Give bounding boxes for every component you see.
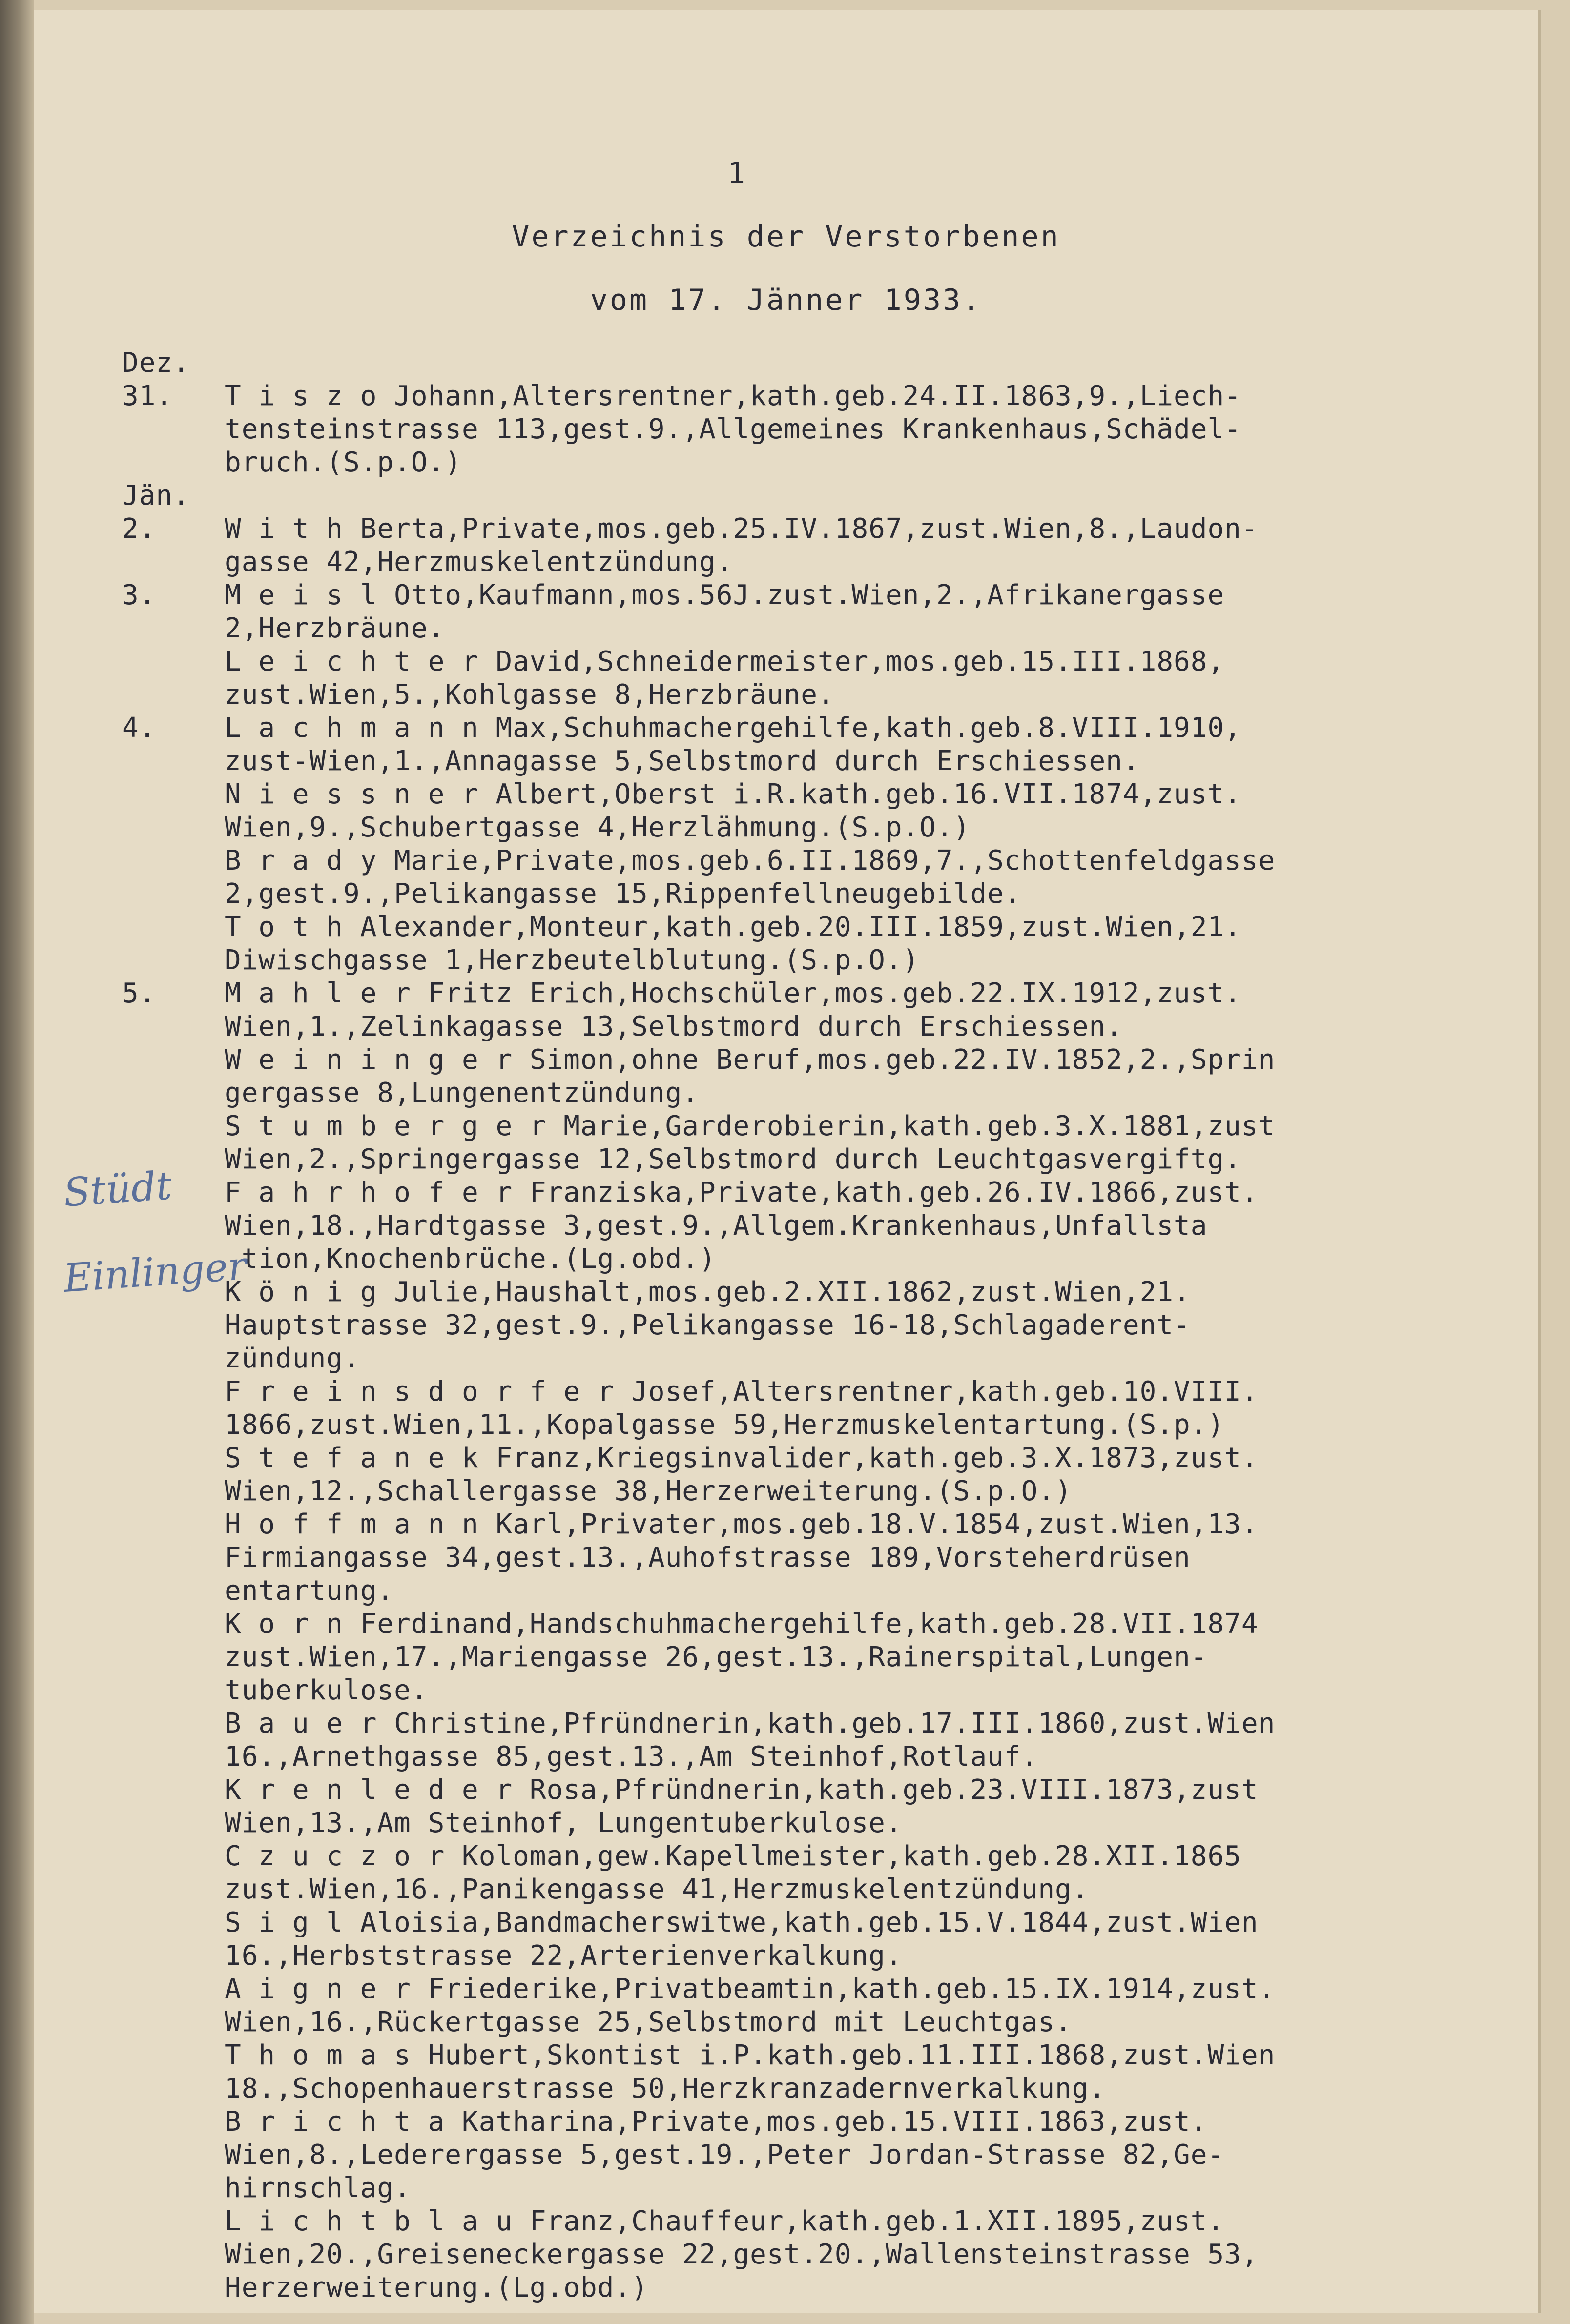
register-entry	[122, 844, 1528, 911]
entry-line: Herzerweiterung.(Lg.obd.)	[225, 2272, 648, 2304]
entry-line: Wien,9.,Schubertgasse 4,Herzlähmung.(S.p.O.)	[225, 812, 971, 843]
register-entry	[122, 2105, 1528, 2205]
entry-line: L a c h m a n n Max,Schuhmachergehilfe,kath.geb.8.VIII.1910,	[225, 712, 1241, 744]
entry-day: 3.	[122, 579, 156, 611]
entry-day: 2.	[122, 513, 156, 545]
register-entry	[122, 1043, 1528, 1110]
entry-text	[225, 712, 1528, 778]
entry-line: 16.,Arnethgasse 85,gest.13.,Am Steinhof,Rotlauf.	[225, 1741, 1038, 1773]
entry-line: B r a d y Marie,Private,mos.geb.6.II.1869,7.,Schottenfeldgasse	[225, 845, 1276, 877]
entry-line: W e i n i n g e r Simon,ohne Beruf,mos.geb.22.IV.1852,2.,Sprin	[225, 1044, 1276, 1076]
entry-day	[122, 1176, 225, 1276]
entry-line: gergasse 8,Lungenentzündung.	[225, 1077, 700, 1109]
entry-day	[122, 1043, 225, 1110]
entry-text	[225, 1608, 1528, 1707]
entry-line: H o f f m a n n Karl,Privater,mos.geb.18.V.1854,zust.Wien,13.	[225, 1509, 1259, 1540]
entry-line: S t u m b e r g e r Marie,Garderobierin,kath.geb.3.X.1881,zust	[225, 1110, 1276, 1142]
entry-text	[225, 911, 1528, 977]
entry-line: tion,Knochenbrüche.(Lg.obd.)	[225, 1243, 716, 1275]
entry-day: 31.	[122, 380, 173, 412]
register-entry	[122, 977, 1528, 1043]
entry-text	[225, 1176, 1528, 1276]
register-entry	[122, 1707, 1528, 1774]
entry-text	[225, 512, 1528, 579]
entry-line: M e i s l Otto,Kaufmann,mos.56J.zust.Wien,2.,Afrikanergasse	[225, 579, 1225, 611]
entry-text	[225, 2105, 1528, 2205]
entry-line: Wien,16.,Rückertgasse 25,Selbstmord mit Leuchtgas.	[225, 2006, 1072, 2038]
register-entry	[122, 1840, 1528, 1906]
page-number: 1	[727, 156, 747, 190]
entry-text	[225, 844, 1528, 911]
entry-line: C z u c z o r Koloman,gew.Kapellmeister,kath.geb.28.XII.1865	[225, 1840, 1241, 1872]
entry-line: zust-Wien,1.,Annagasse 5,Selbstmord durch Erschiessen.	[225, 745, 1140, 777]
entry-line: hirnschlag.	[225, 2172, 411, 2204]
entry-day: 5.	[122, 978, 156, 1009]
entry-line: 18.,Schopenhauerstrasse 50,Herzkranzadernverkalkung.	[225, 2073, 1106, 2104]
register-entry	[122, 2039, 1528, 2105]
entry-line: S t e f a n e k Franz,Kriegsinvalider,kath.geb.3.X.1873,zust.	[225, 1442, 1259, 1474]
entry-text	[225, 1906, 1528, 1973]
entry-text	[225, 1774, 1528, 1840]
entry-day	[122, 1276, 225, 1375]
document-title: Verzeichnis der Verstorbenen	[512, 220, 1060, 254]
entry-day	[122, 645, 225, 712]
register-entry	[122, 911, 1528, 977]
entry-line: T i s z o Johann,Altersrentner,kath.geb.24.II.1863,9.,Liech-	[225, 380, 1241, 412]
register-entry	[122, 712, 1528, 778]
entry-line: 2,gest.9.,Pelikangasse 15,Rippenfellneugebilde.	[225, 878, 1021, 910]
register-entry	[122, 1906, 1528, 1973]
entry-line: bruch.(S.p.O.)	[225, 447, 462, 478]
register-entry	[122, 1608, 1528, 1707]
entry-text	[225, 2039, 1528, 2105]
entry-line: T o t h Alexander,Monteur,kath.geb.20.III.1859,zust.Wien,21.	[225, 911, 1241, 943]
entry-line: 2,Herzbräune.	[225, 612, 445, 644]
entry-line: zust.Wien,16.,Panikengasse 41,Herzmuskelentzündung.	[225, 1874, 1089, 1905]
entry-line: Diwischgasse 1,Herzbeutelblutung.(S.p.O.)	[225, 944, 920, 976]
entry-line: K o r n Ferdinand,Handschuhmachergehilfe,kath.geb.28.VII.1874	[225, 1608, 1259, 1640]
entry-day	[122, 1774, 225, 1840]
entry-line: zust.Wien,17.,Mariengasse 26,gest.13.,Rainerspital,Lungen-	[225, 1641, 1208, 1673]
entry-line: N i e s s n e r Albert,Oberst i.R.kath.geb.16.VII.1874,zust.	[225, 778, 1241, 810]
entry-line: tuberkulose.	[225, 1674, 428, 1706]
entry-text	[225, 2205, 1528, 2304]
entry-text	[225, 1375, 1528, 1442]
entry-line: tensteinstrasse 113,gest.9.,Allgemeines Krankenhaus,Schädel-	[225, 413, 1241, 445]
entry-text	[225, 977, 1528, 1043]
entry-text	[225, 1508, 1528, 1608]
entry-line: B r i c h t a Katharina,Private,mos.geb.15.VIII.1863,zust.	[225, 2106, 1208, 2138]
entry-day	[122, 1608, 225, 1707]
entry-text	[225, 1442, 1528, 1508]
entry-line: F a h r h o f e r Franziska,Private,kath.geb.26.IV.1866,zust.	[225, 1177, 1259, 1208]
entry-line: Wien,18.,Hardtgasse 3,gest.9.,Allgem.Krankenhaus,Unfallsta	[225, 1210, 1208, 1242]
entry-day	[122, 1840, 225, 1906]
register-entry	[122, 2205, 1528, 2304]
register-entry	[122, 1973, 1528, 2039]
death-register-list	[122, 347, 1528, 2304]
entry-line: Wien,12.,Schallergasse 38,Herzerweiterung.(S.p.O.)	[225, 1475, 1072, 1507]
register-entry	[122, 778, 1528, 844]
entry-line: L i c h t b l a u Franz,Chauffeur,kath.geb.1.XII.1895,zust.	[225, 2205, 1225, 2237]
entry-line: A i g n e r Friederike,Privatbeamtin,kath.geb.15.IX.1914,zust.	[225, 1973, 1276, 2005]
entry-day	[122, 1442, 225, 1508]
entry-day	[122, 1110, 225, 1176]
register-entry	[122, 579, 1528, 645]
entry-day	[122, 844, 225, 911]
month-label: Dez.	[122, 347, 190, 379]
entry-line: 1866,zust.Wien,11.,Kopalgasse 59,Herzmuskelentartung.(S.p.)	[225, 1409, 1225, 1441]
entry-day	[122, 1508, 225, 1608]
entry-line: Wien,20.,Greiseneckergasse 22,gest.20.,Wallensteinstrasse 53,	[225, 2239, 1259, 2270]
entry-line: Wien,13.,Am Steinhof, Lungentuberkulose.	[225, 1807, 903, 1839]
entry-line: B a u e r Christine,Pfründnerin,kath.geb.17.III.1860,zust.Wien	[225, 1708, 1276, 1739]
register-entry	[122, 645, 1528, 712]
entry-day	[122, 911, 225, 977]
document-page	[34, 10, 1541, 2313]
entry-text	[225, 1276, 1528, 1375]
entry-day	[122, 2105, 225, 2205]
entry-line: M a h l e r Fritz Erich,Hochschüler,mos.geb.22.IX.1912,zust.	[225, 978, 1241, 1009]
entry-line: L e i c h t e r David,Schneidermeister,mos.geb.15.III.1868,	[225, 646, 1225, 677]
entry-day	[122, 1906, 225, 1973]
entry-line: K r e n l e d e r Rosa,Pfründnerin,kath.geb.23.VIII.1873,zust	[225, 1774, 1259, 1806]
register-entry	[122, 380, 1528, 479]
register-entry	[122, 1508, 1528, 1608]
margin-note-handwritten: Einlinger	[62, 1243, 248, 1301]
entry-line: zust.Wien,5.,Kohlgasse 8,Herzbräune.	[225, 679, 835, 711]
entry-text	[225, 1840, 1528, 1906]
entry-text	[225, 778, 1528, 844]
entry-line: Wien,2.,Springergasse 12,Selbstmord durch Leuchtgasvergiftg.	[225, 1143, 1241, 1175]
book-binding	[0, 0, 34, 2324]
entry-line: S i g l Aloisia,Bandmacherswitwe,kath.geb.15.V.1844,zust.Wien	[225, 1907, 1259, 1938]
register-entry	[122, 1110, 1528, 1176]
register-entry	[122, 1442, 1528, 1508]
entry-text	[225, 1707, 1528, 1774]
entry-day	[122, 1973, 225, 2039]
register-entry	[122, 512, 1528, 579]
entry-day	[122, 2039, 225, 2105]
register-entry	[122, 1774, 1528, 1840]
entry-day	[122, 1375, 225, 1442]
entry-line: T h o m a s Hubert,Skontist i.P.kath.geb.11.III.1868,zust.Wien	[225, 2039, 1276, 2071]
entry-day: 4.	[122, 712, 156, 744]
entry-line: K ö n i g Julie,Haushalt,mos.geb.2.XII.1862,zust.Wien,21.	[225, 1276, 1191, 1308]
entry-line: Wien,1.,Zelinkagasse 13,Selbstmord durch Erschiessen.	[225, 1011, 1123, 1042]
entry-line: Hauptstrasse 32,gest.9.,Pelikangasse 16-18,Schlagaderent-	[225, 1309, 1191, 1341]
margin-note-handwritten: Stüdt	[62, 1162, 173, 1216]
entry-day	[122, 1707, 225, 1774]
entry-line: entartung.	[225, 1575, 394, 1607]
entry-text	[225, 380, 1528, 479]
entry-line: W i t h Berta,Private,mos.geb.25.IV.1867,zust.Wien,8.,Laudon-	[225, 513, 1259, 545]
entry-text	[225, 1043, 1528, 1110]
entry-text	[225, 645, 1528, 712]
entry-text	[225, 1973, 1528, 2039]
register-entry	[122, 1375, 1528, 1442]
entry-day	[122, 2205, 225, 2304]
entry-line: 16.,Herbststrasse 22,Arterienverkalkung.	[225, 1940, 903, 1972]
entry-line: gasse 42,Herzmuskelentzündung.	[225, 546, 733, 578]
entry-line: Firmiangasse 34,gest.13.,Auhofstrasse 189,Vorsteherdrüsen	[225, 1542, 1191, 1573]
entry-line: zündung.	[225, 1343, 360, 1374]
entry-line: Wien,8.,Lederergasse 5,gest.19.,Peter Jordan-Strasse 82,Ge-	[225, 2139, 1225, 2171]
entry-text	[225, 579, 1528, 645]
register-entry	[122, 1276, 1528, 1375]
entry-line: F r e i n s d o r f e r Josef,Altersrentner,kath.geb.10.VIII.	[225, 1376, 1259, 1407]
entry-day	[122, 778, 225, 844]
register-entry	[122, 1176, 1528, 1276]
document-date: vom 17. Jänner 1933.	[590, 283, 982, 317]
month-label: Jän.	[122, 480, 190, 511]
entry-text	[225, 1110, 1528, 1176]
